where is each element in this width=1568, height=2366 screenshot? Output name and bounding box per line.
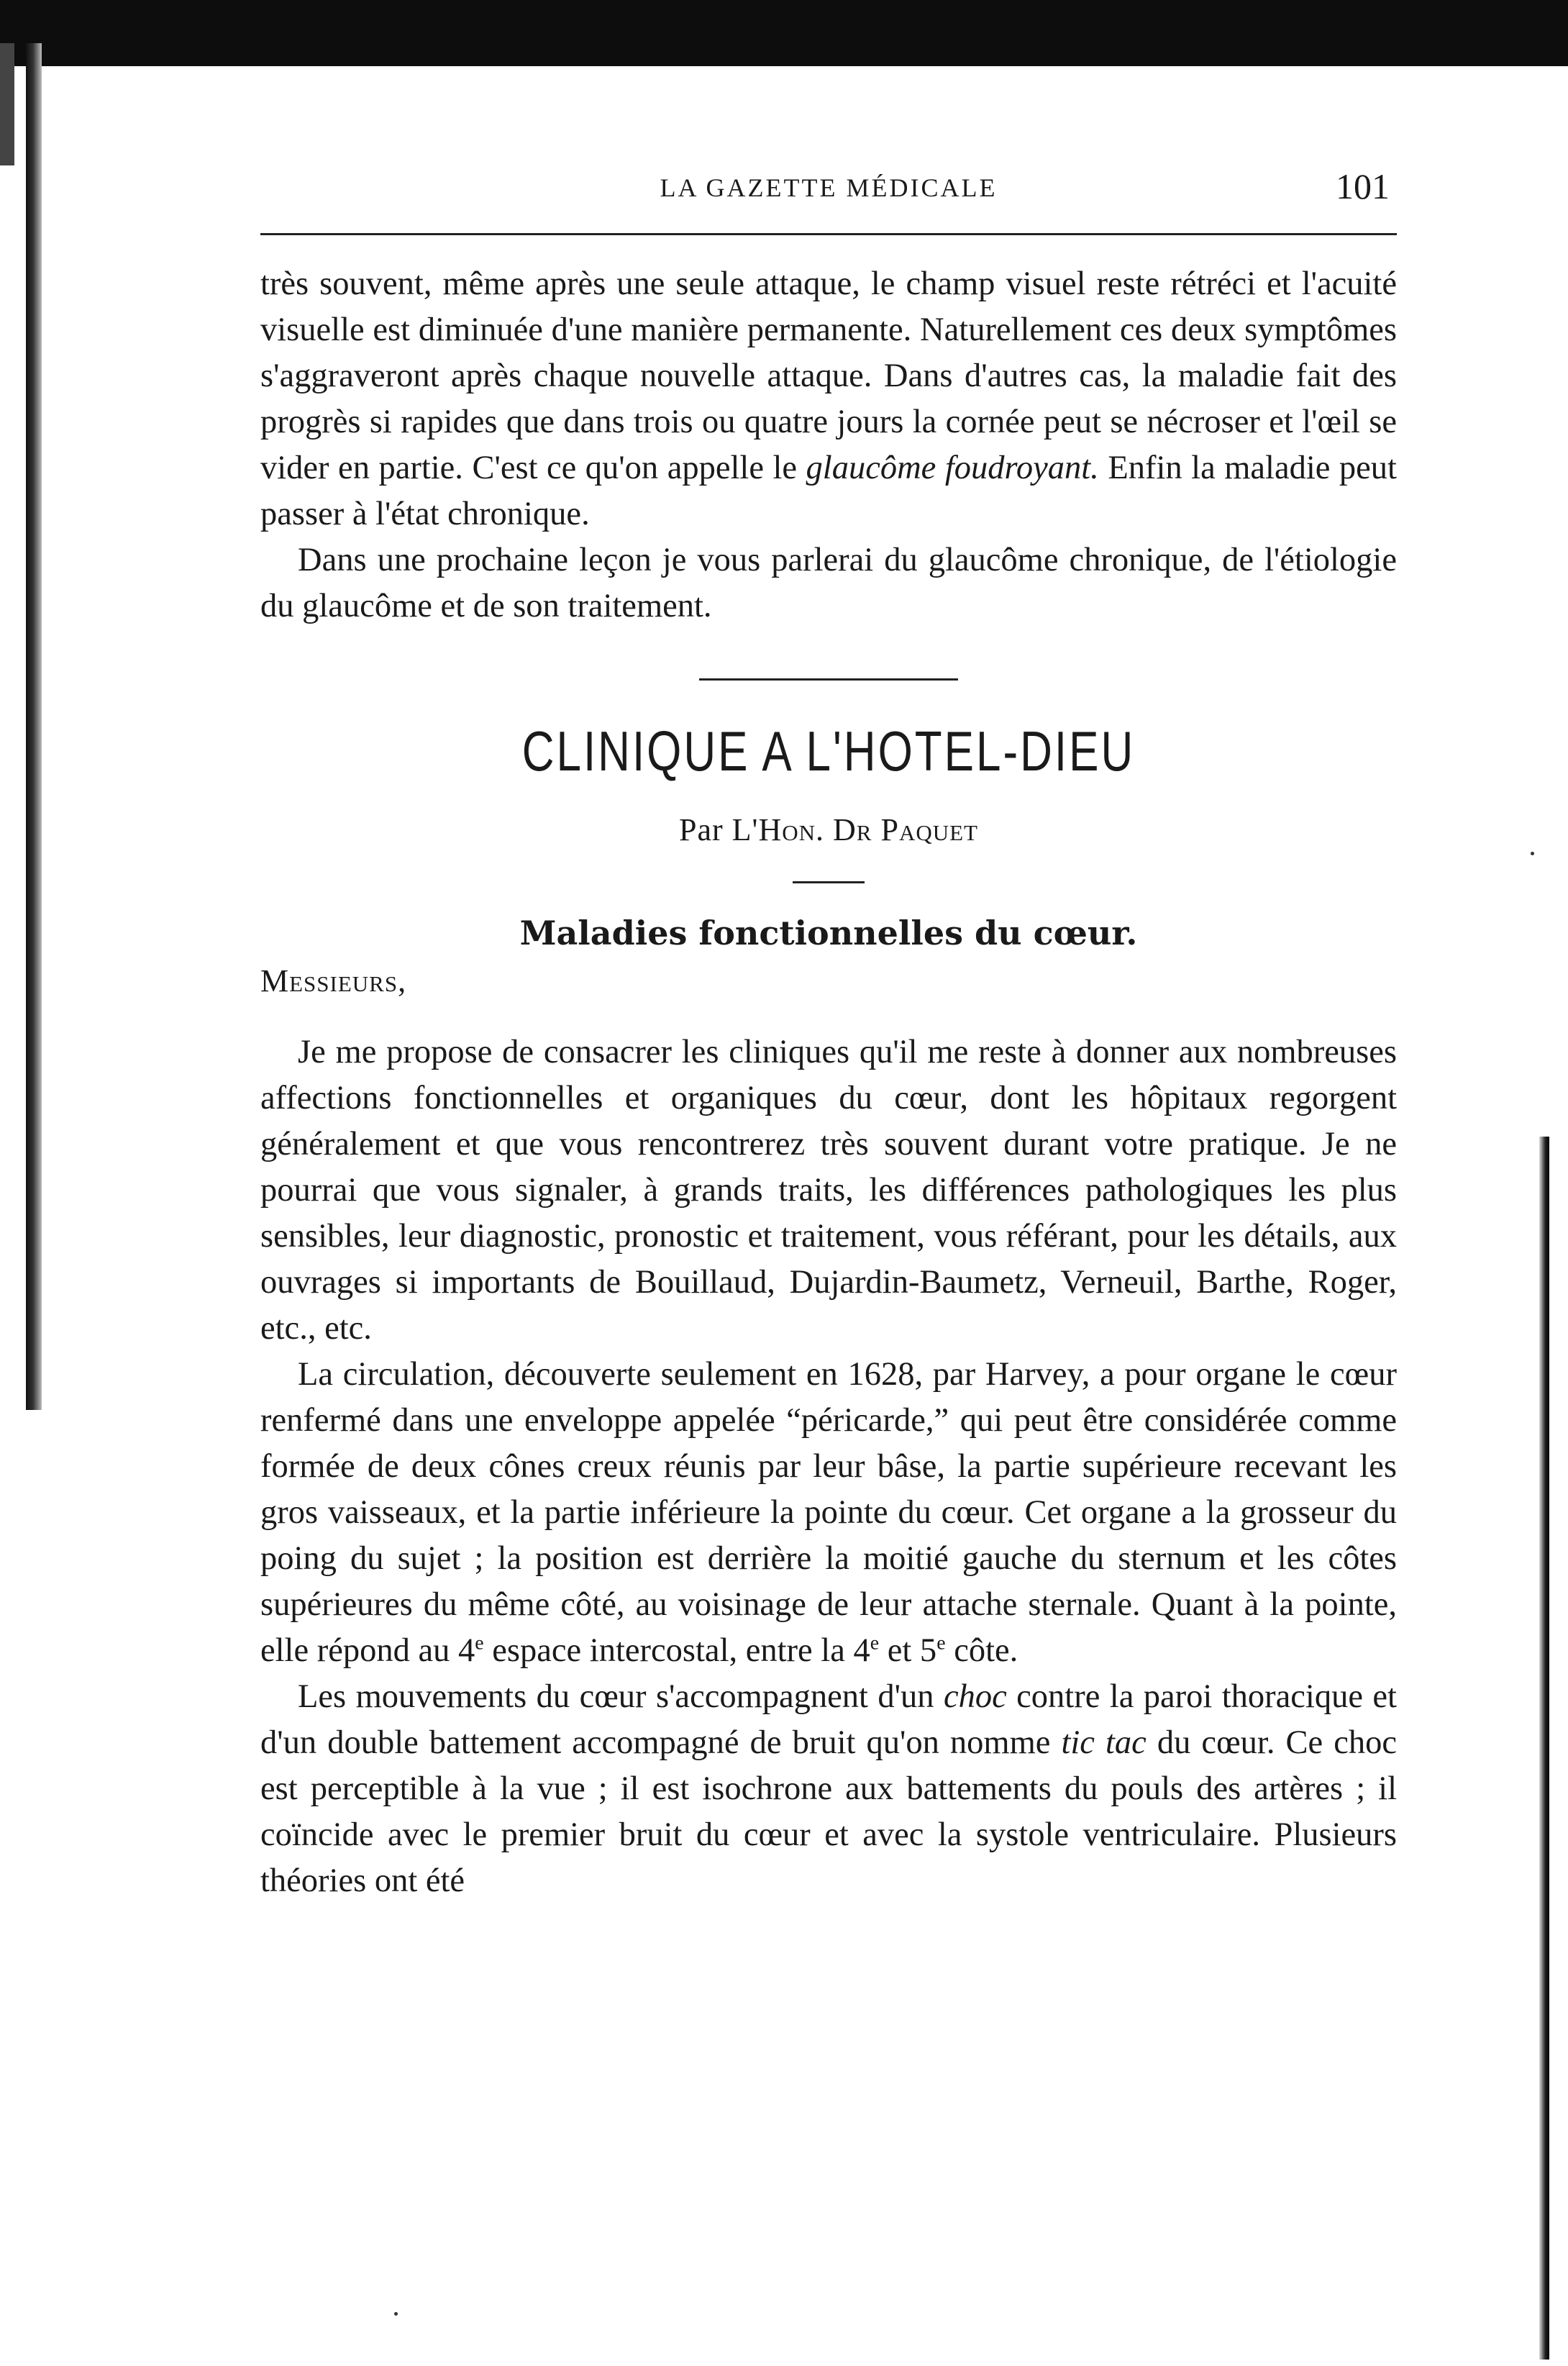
scan-speck [1531, 852, 1534, 855]
byline [260, 811, 1397, 848]
section-title: CLINIQUE A L'HOTEL-DIEU [521, 721, 1136, 783]
paragraph [260, 537, 1397, 629]
text-run: du cœur. Ce choc est perceptible à la vue ; il est isochrone aux battements du pouls des artères ; il coïncide avec le premier bruit du cœur et avec la systole ventriculaire. Plusieurs théories ont été [260, 1724, 1397, 1899]
superscript: e [936, 1632, 946, 1655]
italic-text: tic tac [1061, 1724, 1147, 1761]
scan-border-right [1539, 1137, 1549, 2360]
page-number: 101 [1336, 166, 1390, 206]
text-run: et 5 [879, 1632, 937, 1669]
section-clinique-body [260, 1029, 1397, 1904]
text-run: La circulation, découverte seulement en 1628, par Harvey, a pour organe le cœur renfermé dans une enveloppe appelée “péricarde,” qui peut être considérée comme formée de deux cônes creux réunis par leur bâse, la partie supérieure recevant les gros vaisseaux, et la partie inférieure la pointe du cœur. Cet organe a la grosseur du poing du sujet ; la position est derrière la moitié gauche du sternum et les côtes supérieures du même côté, au voisinage de leur attache sternale. Quant à la pointe, elle répond au 4 [260, 1356, 1397, 1669]
salutation [260, 963, 1397, 999]
text-run: côte. [945, 1632, 1018, 1669]
header-rule [260, 233, 1397, 235]
running-title: LA GAZETTE MÉDICALE [660, 173, 998, 202]
text-run: espace intercostal, entre la 4 [483, 1632, 870, 1669]
scan-border-left-edge [0, 43, 14, 165]
superscript: e [870, 1632, 880, 1655]
paragraph [260, 261, 1397, 537]
paragraph [260, 1029, 1397, 1352]
text-run: contre la paroi thoracique et d'un double battement accompagné de bruit qu'on nomme [260, 1678, 1397, 1761]
paragraph-group [260, 1029, 1397, 1904]
italic-text: glaucôme foudroyant. [806, 450, 1099, 486]
running-head [260, 165, 1397, 223]
paragraph-group [260, 261, 1397, 629]
scan-border-top [0, 0, 1568, 66]
text-run: très souvent, même après une seule attaque, le champ visuel reste rétréci et l'acuité visuelle est diminuée d'une manière permanente. Naturellement ces deux symptômes s'aggraveront après chaque nouvelle attaque. Dans d'autres cas, la maladie fait des progrès si rapides que dans trois ou quatre jours la cornée peut se nécroser et l'œil se vider en partie. C'est ce qu'on appelle le [260, 265, 1397, 486]
text-run: Les mouvements du cœur s'accompagnent d'un [298, 1678, 944, 1715]
text-run: Je me propose de consacrer les cliniques qu'il me reste à donner aux nombreuses affections fonctionnelles et organiques du cœur, dont les hôpitaux regorgent généralement et que vous rencontrerez très souvent durant votre pratique. Je ne pourrai que vous signaler, à grands traits, les différences pathologiques les plus sensibles, leur diagnostic, pronostic et traitement, vous référant, pour les détails, aux ouvrages si importants de Bouillaud, Dujardin-Baumetz, Verneuil, Barthe, Roger, etc., etc. [260, 1034, 1397, 1347]
text-run: Dans une prochaine leçon je vous parlerai du glaucôme chronique, de l'étiologie du glaucôme et de son traitement. [260, 542, 1397, 624]
byline-author: L'Hon. Dr Paquet [731, 812, 978, 847]
paragraph [260, 1352, 1397, 1674]
page [260, 165, 1397, 1904]
superscript: e [475, 1632, 484, 1655]
scan-border-left [26, 43, 42, 1410]
salutation-text: Messieurs, [260, 963, 407, 998]
paragraph [260, 1674, 1397, 1904]
section-separator [699, 678, 958, 681]
section-glaucome-end [260, 261, 1397, 629]
byline-prefix: Par [679, 812, 724, 847]
subsection-title: Maladies fonctionnelles du cœur. [519, 914, 1138, 952]
italic-text: choc [943, 1678, 1007, 1715]
text-run: Enfin la maladie peut passer à l'état chronique. [260, 450, 1397, 532]
scan-speck [394, 2312, 398, 2316]
title-separator [793, 881, 865, 883]
